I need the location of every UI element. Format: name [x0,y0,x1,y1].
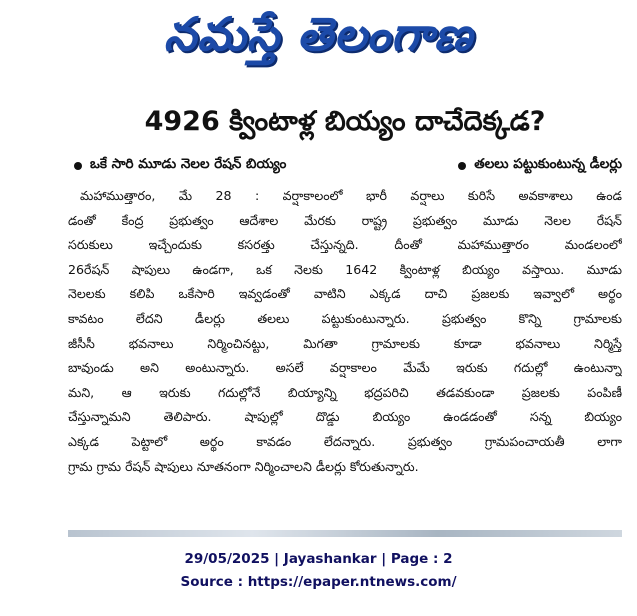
body-line: నెలలకు కలిపి ఒకేసారి ఇవ్వడంతో వాటిని ఎక్కడ దాచి ప్రజలకు ఇవ్వాలో అర్థం [68,286,622,302]
body-line: చేస్తున్నామని తెలిపారు. షాపుల్లో దొడ్డు బియ్యం ఉండడంతో సన్న బియ్యం [68,409,622,425]
article-subheadings [68,156,622,175]
subheading-text: తలలు పట్టుకుంటున్న డీలర్లు [474,156,622,172]
body-line: జీసీసీ భవనాలు నిర్మించినట్టు, మిగతా గ్రామాలకు కూడా భవనాలు నిర్మిస్తే [68,335,622,351]
body-line: ఎక్కడ పెట్టాలో అర్థం కావడం లేదన్నారు. ప్రభుత్వం గ్రామపంచాయతీ లాగా [68,433,622,449]
body-line: కావటం లేదని డీలర్లు తలలు పట్టుకుంటున్నారు. ప్రభుత్వం కొన్ని గ్రామాలకు [68,310,622,326]
subheading-1 [68,156,286,175]
subheading-text: ఒకే సారి మూడు నెలల రేషన్ బియ్యం [90,156,287,172]
body-line: బావుండు అని అంటున్నారు. అసలే వర్షాకాలం మేమే ఇరుకు గదుల్లో ఉంటున్నా [68,360,622,376]
page-footer [0,548,637,594]
body-line: డంతో కేంద్ర ప్రభుత్వం ఆదేశాల మేరకు రాష్ట్ర ప్రభుత్వం మూడు నెలల రేషన్ [68,212,622,228]
article-clipping [68,92,622,537]
body-line: మహాముత్తారం, మే 28 : వర్షాకాలంలో భారీ వర్షాలు కురిసే అవకాశాలు ఉండ [80,188,622,203]
article-body [68,184,622,479]
masthead-title: నమస్తే తెలంగాణ [163,7,474,61]
article-headline: 4926 క్వింటాళ్ల బియ్యం దాచేదెక్కడ? [144,106,546,137]
body-line: మని, ఆ ఇరుకు గదుల్లోనే బియ్యాన్ని భద్రపరిచి తడవకుండా ప్రజలకు పంపిణీ [68,384,622,400]
newspaper-masthead [0,0,637,80]
footer-info: 29/05/2025 | Jayashankar | Page : 2 [184,551,453,567]
body-line: సరుకులు ఇచ్చేందుకు కసరత్తు చేస్తున్నది. దీంతో మహాముత్తారం మండలంలో [68,237,622,253]
subheading-2 [452,156,622,175]
clipping-bottom-strip [68,530,622,537]
bullet-icon [458,162,466,170]
footer-source: Source : https://epaper.ntnews.com/ [180,574,457,590]
bullet-icon [74,162,82,170]
body-line: గ్రామ గ్రామ రేషన్ షాపులు నూతనంగా నిర్మించాలని డీలర్లు కోరుతున్నారు. [68,458,419,474]
body-line: 26రేషన్ షాపులు ఉండగా, ఒక నెలకు 1642 క్వింటాళ్ల బియ్యం వస్తాయి. మూడు [68,261,622,277]
